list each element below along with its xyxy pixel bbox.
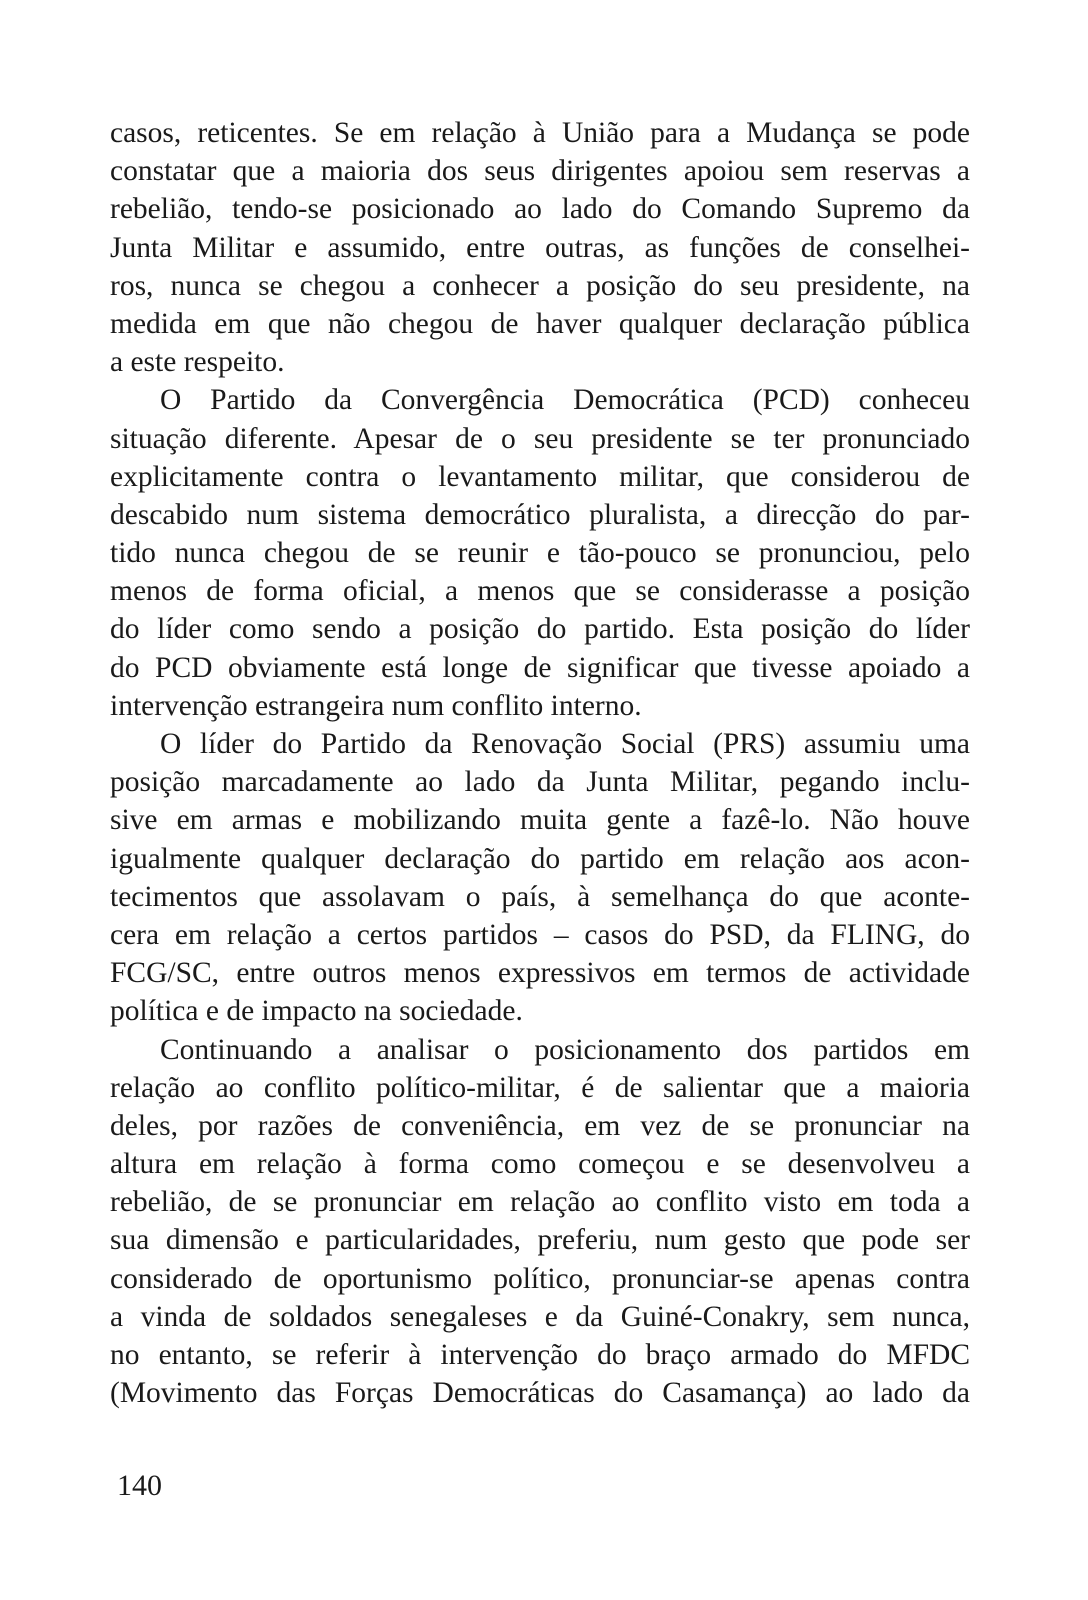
text-line: relação ao conflito político-militar, é de salientar que a maioria [110, 1071, 970, 1104]
text-line: política e de impacto na sociedade. [110, 995, 523, 1028]
text-line: cera em relação a certos partidos – casos do PSD, da FLING, do [110, 918, 970, 951]
text-line: intervenção estrangeira num conflito interno. [110, 689, 642, 722]
text-line: Junta Militar e assumido, entre outras, as funções de conselhei- [110, 231, 970, 264]
text-line: altura em relação à forma como começou e se desenvolveu a [110, 1148, 970, 1181]
text-line: casos, reticentes. Se em relação à União para a Mudança se pode [110, 117, 970, 149]
text-line: igualmente qualquer declaração do partido em relação aos acon- [110, 842, 970, 875]
text-line: considerado de oportunismo político, pronunciar-se apenas contra [110, 1262, 970, 1295]
text-line: menos de forma oficial, a menos que se considerasse a posição [110, 575, 970, 608]
text-line: explicitamente contra o levantamento militar, que considerou de [110, 460, 970, 493]
text-line: rebelião, de se pronunciar em relação ao conflito visto em toda a [110, 1186, 970, 1219]
text-line: O Partido da Convergência Democrática (PCD) conheceu [160, 384, 970, 417]
text-line: a vinda de soldados senegaleses e da Guiné-Conakry, sem nunca, [110, 1300, 970, 1333]
text-line: constatar que a maioria dos seus dirigentes apoiou sem reservas a [110, 155, 970, 188]
text-line: sua dimensão e particularidades, preferiu, num gesto que pode ser [110, 1224, 970, 1257]
text-line: ros, nunca se chegou a conhecer a posição do seu presidente, na [110, 269, 970, 302]
text-line: FCG/SC, entre outros menos expressivos em termos de actividade [110, 957, 970, 990]
text-line: rebelião, tendo-se posicionado ao lado do Comando Supremo da [110, 193, 970, 226]
page-number: 140 [117, 1469, 162, 1502]
text-line: a este respeito. [110, 346, 285, 379]
text-line: deles, por razões de conveniência, em vez de se pronunciar na [110, 1109, 970, 1142]
text-line: do PCD obviamente está longe de significar que tivesse apoiado a [110, 651, 970, 684]
text-line: sive em armas e mobilizando muita gente a fazê-lo. Não houve [110, 804, 970, 837]
text-line: tecimentos que assolavam o país, à semelhança do que aconte- [110, 880, 970, 913]
text-line: do líder como sendo a posição do partido. Esta posição do líder [110, 613, 970, 646]
text-line: tido nunca chegou de se reunir e tão-pouco se pronunciou, pelo [110, 537, 970, 570]
text-line: posição marcadamente ao lado da Junta Militar, pegando inclu- [110, 766, 970, 799]
text-line: situação diferente. Apesar de o seu presidente se ter pronunciado [110, 422, 970, 455]
text-line: no entanto, se referir à intervenção do braço armado do MFDC [110, 1339, 970, 1371]
text-line: descabido num sistema democrático pluralista, a direcção do par- [110, 498, 970, 531]
text-line: medida em que não chegou de haver qualquer declaração pública [110, 307, 970, 340]
body-text [110, 114, 970, 1412]
text-line: O líder do Partido da Renovação Social (PRS) assumiu uma [160, 728, 970, 760]
text-line: Continuando a analisar o posicionamento dos partidos em [160, 1033, 970, 1066]
text-line: (Movimento das Forças Democráticas do Casamança) ao lado da [110, 1377, 970, 1410]
